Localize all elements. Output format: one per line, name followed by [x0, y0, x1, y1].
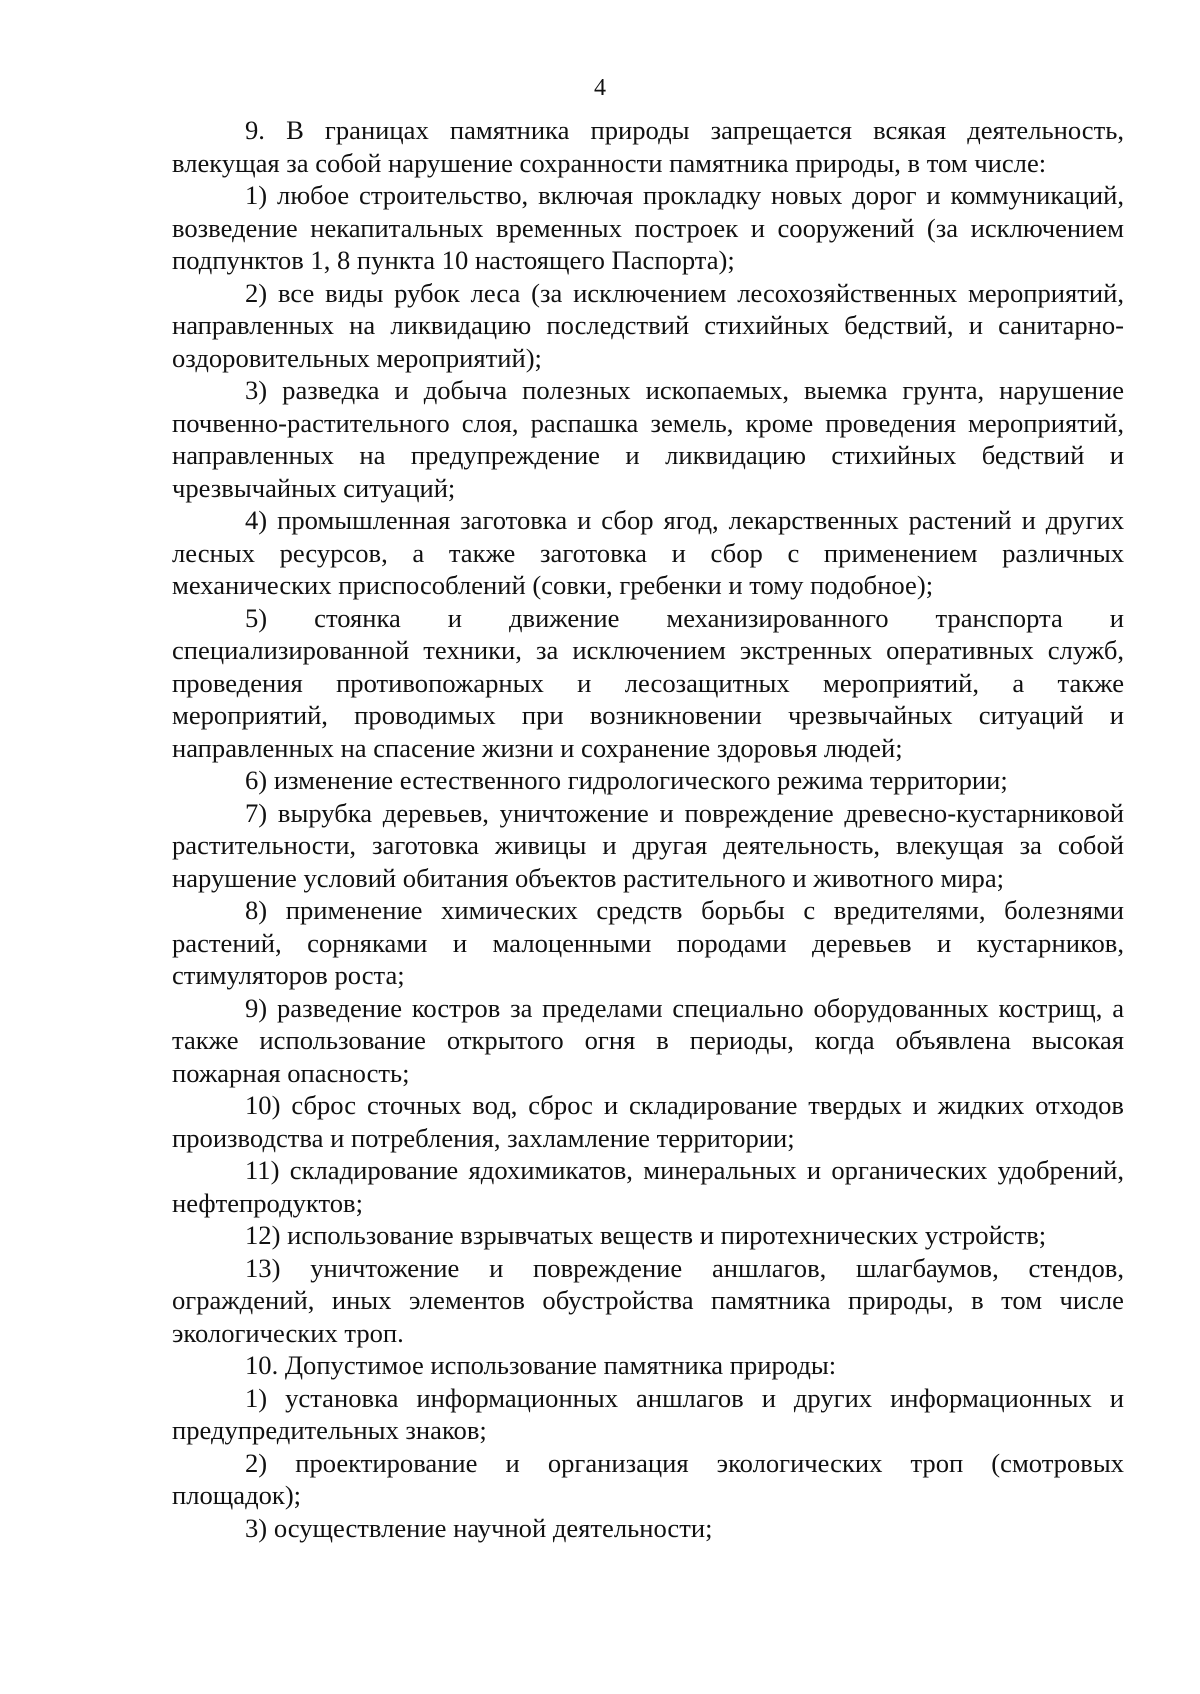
item-number: 5): [245, 602, 268, 633]
item-text: вырубка деревьев, уничтожение и повреждение древесно-кустарниковой растительности, заготовка живицы и другая деятельность, влекущая за собой нарушение условий обитания объектов растительного и животного мира;: [172, 797, 1124, 893]
page-number: 4: [594, 75, 606, 101]
item-text: любое строительство, включая прокладку новых дорог и коммуникаций, возведение некапитальных временных построек и сооружений (за исключением подпунктов 1, 8 пункта 10 настоящего Паспорта);: [172, 180, 1124, 275]
item-text: складирование ядохимикатов, минеральных и органических удобрений, нефтепродуктов;: [172, 1155, 1124, 1218]
item-text: стоянка и движение механизированного транспорта и специализированной техники, за исключением экстренных оперативных служб, проведения противопожарных и лесозащитных мероприятий, а также мероприятий, проводимых при возникновении чрезвычайных ситуаций и направленных на спасение жизни и сохранение здоровья людей;: [172, 602, 1124, 763]
section-9-item-10: [172, 1089, 1124, 1154]
section-9-item-11: [172, 1154, 1124, 1219]
document-body: [172, 114, 1124, 1544]
item-number: 2): [245, 1447, 268, 1478]
item-text: установка информационных аншлагов и других информационных и предупредительных знаков;: [172, 1382, 1124, 1445]
section-9-item-1: [172, 179, 1124, 277]
section-9-item-8: [172, 894, 1124, 992]
item-text: промышленная заготовка и сбор ягод, лекарственных растений и других лесных ресурсов, а также заготовка и сбор с применением различных механических приспособлений (совки, гребенки и тому подобное);: [172, 505, 1124, 600]
section-9-intro: 9. В границах памятника природы запрещается всякая деятельность, влекущая за собой нарушение сохранности памятника природы, в том числе:: [172, 115, 1124, 178]
section-10-intro: 10. Допустимое использование памятника природы:: [245, 1350, 837, 1380]
section-10-item-2: [172, 1447, 1124, 1512]
item-number: 10): [245, 1090, 281, 1120]
item-text: проектирование и организация экологических троп (смотровых площадок);: [172, 1447, 1124, 1510]
section-9-item-13: [172, 1252, 1124, 1350]
section-9-item-2: [172, 277, 1124, 375]
item-text: сброс сточных вод, сброс и складирование твердых и жидких отходов производства и потребления, захламление территории;: [172, 1090, 1124, 1153]
item-number: 1): [245, 180, 268, 210]
item-text: разведение костров за пределами специально оборудованных кострищ, а также использование открытого огня в периоды, когда объявлена высокая пожарная опасность;: [172, 992, 1124, 1088]
item-number: 1): [245, 1382, 268, 1413]
item-text: осуществление научной деятельности;: [273, 1512, 713, 1543]
item-text: изменение естественного гидрологического режима территории;: [273, 765, 1008, 795]
item-number: 3): [245, 1512, 268, 1543]
item-text: использование взрывчатых веществ и пиротехнических устройств;: [287, 1220, 1047, 1250]
item-text: все виды рубок леса (за исключением лесохозяйственных мероприятий, направленных на ликвидацию последствий стихийных бедствий, и санитарно-оздоровительных мероприятий);: [172, 277, 1124, 373]
item-number: 13): [245, 1252, 281, 1283]
item-text: разведка и добыча полезных ископаемых, выемка грунта, нарушение почвенно-растительного слоя, распашка земель, кроме проведения мероприятий, направленных на предупреждение и ликвидацию стихийных бедствий и чрезвычайных ситуаций;: [172, 375, 1124, 503]
item-number: 7): [245, 797, 268, 828]
item-number: 2): [245, 277, 268, 308]
item-number: 4): [245, 505, 268, 535]
section-10-item-1: [172, 1382, 1124, 1447]
item-number: 11): [245, 1155, 280, 1185]
section-9-item-3: [172, 374, 1124, 504]
item-number: 12): [245, 1220, 281, 1250]
section-9-item-9: [172, 992, 1124, 1090]
item-number: 6): [245, 765, 268, 795]
section-9-item-4: [172, 504, 1124, 602]
section-9-item-6: [172, 764, 1124, 797]
section-10-item-3: [172, 1512, 1124, 1545]
item-number: 8): [245, 895, 268, 925]
section-9-item-12: [172, 1219, 1124, 1252]
item-number: 3): [245, 375, 268, 405]
item-number: 9): [245, 992, 268, 1023]
section-9-item-7: [172, 797, 1124, 895]
item-text: применение химических средств борьбы с вредителями, болезнями растений, сорняками и малоценными породами деревьев и кустарников, стимуляторов роста;: [172, 895, 1124, 990]
section-9-item-5: [172, 602, 1124, 765]
item-text: уничтожение и повреждение аншлагов, шлагбаумов, стендов, ограждений, иных элементов обустройства памятника природы, в том числе экологических троп.: [172, 1252, 1124, 1348]
